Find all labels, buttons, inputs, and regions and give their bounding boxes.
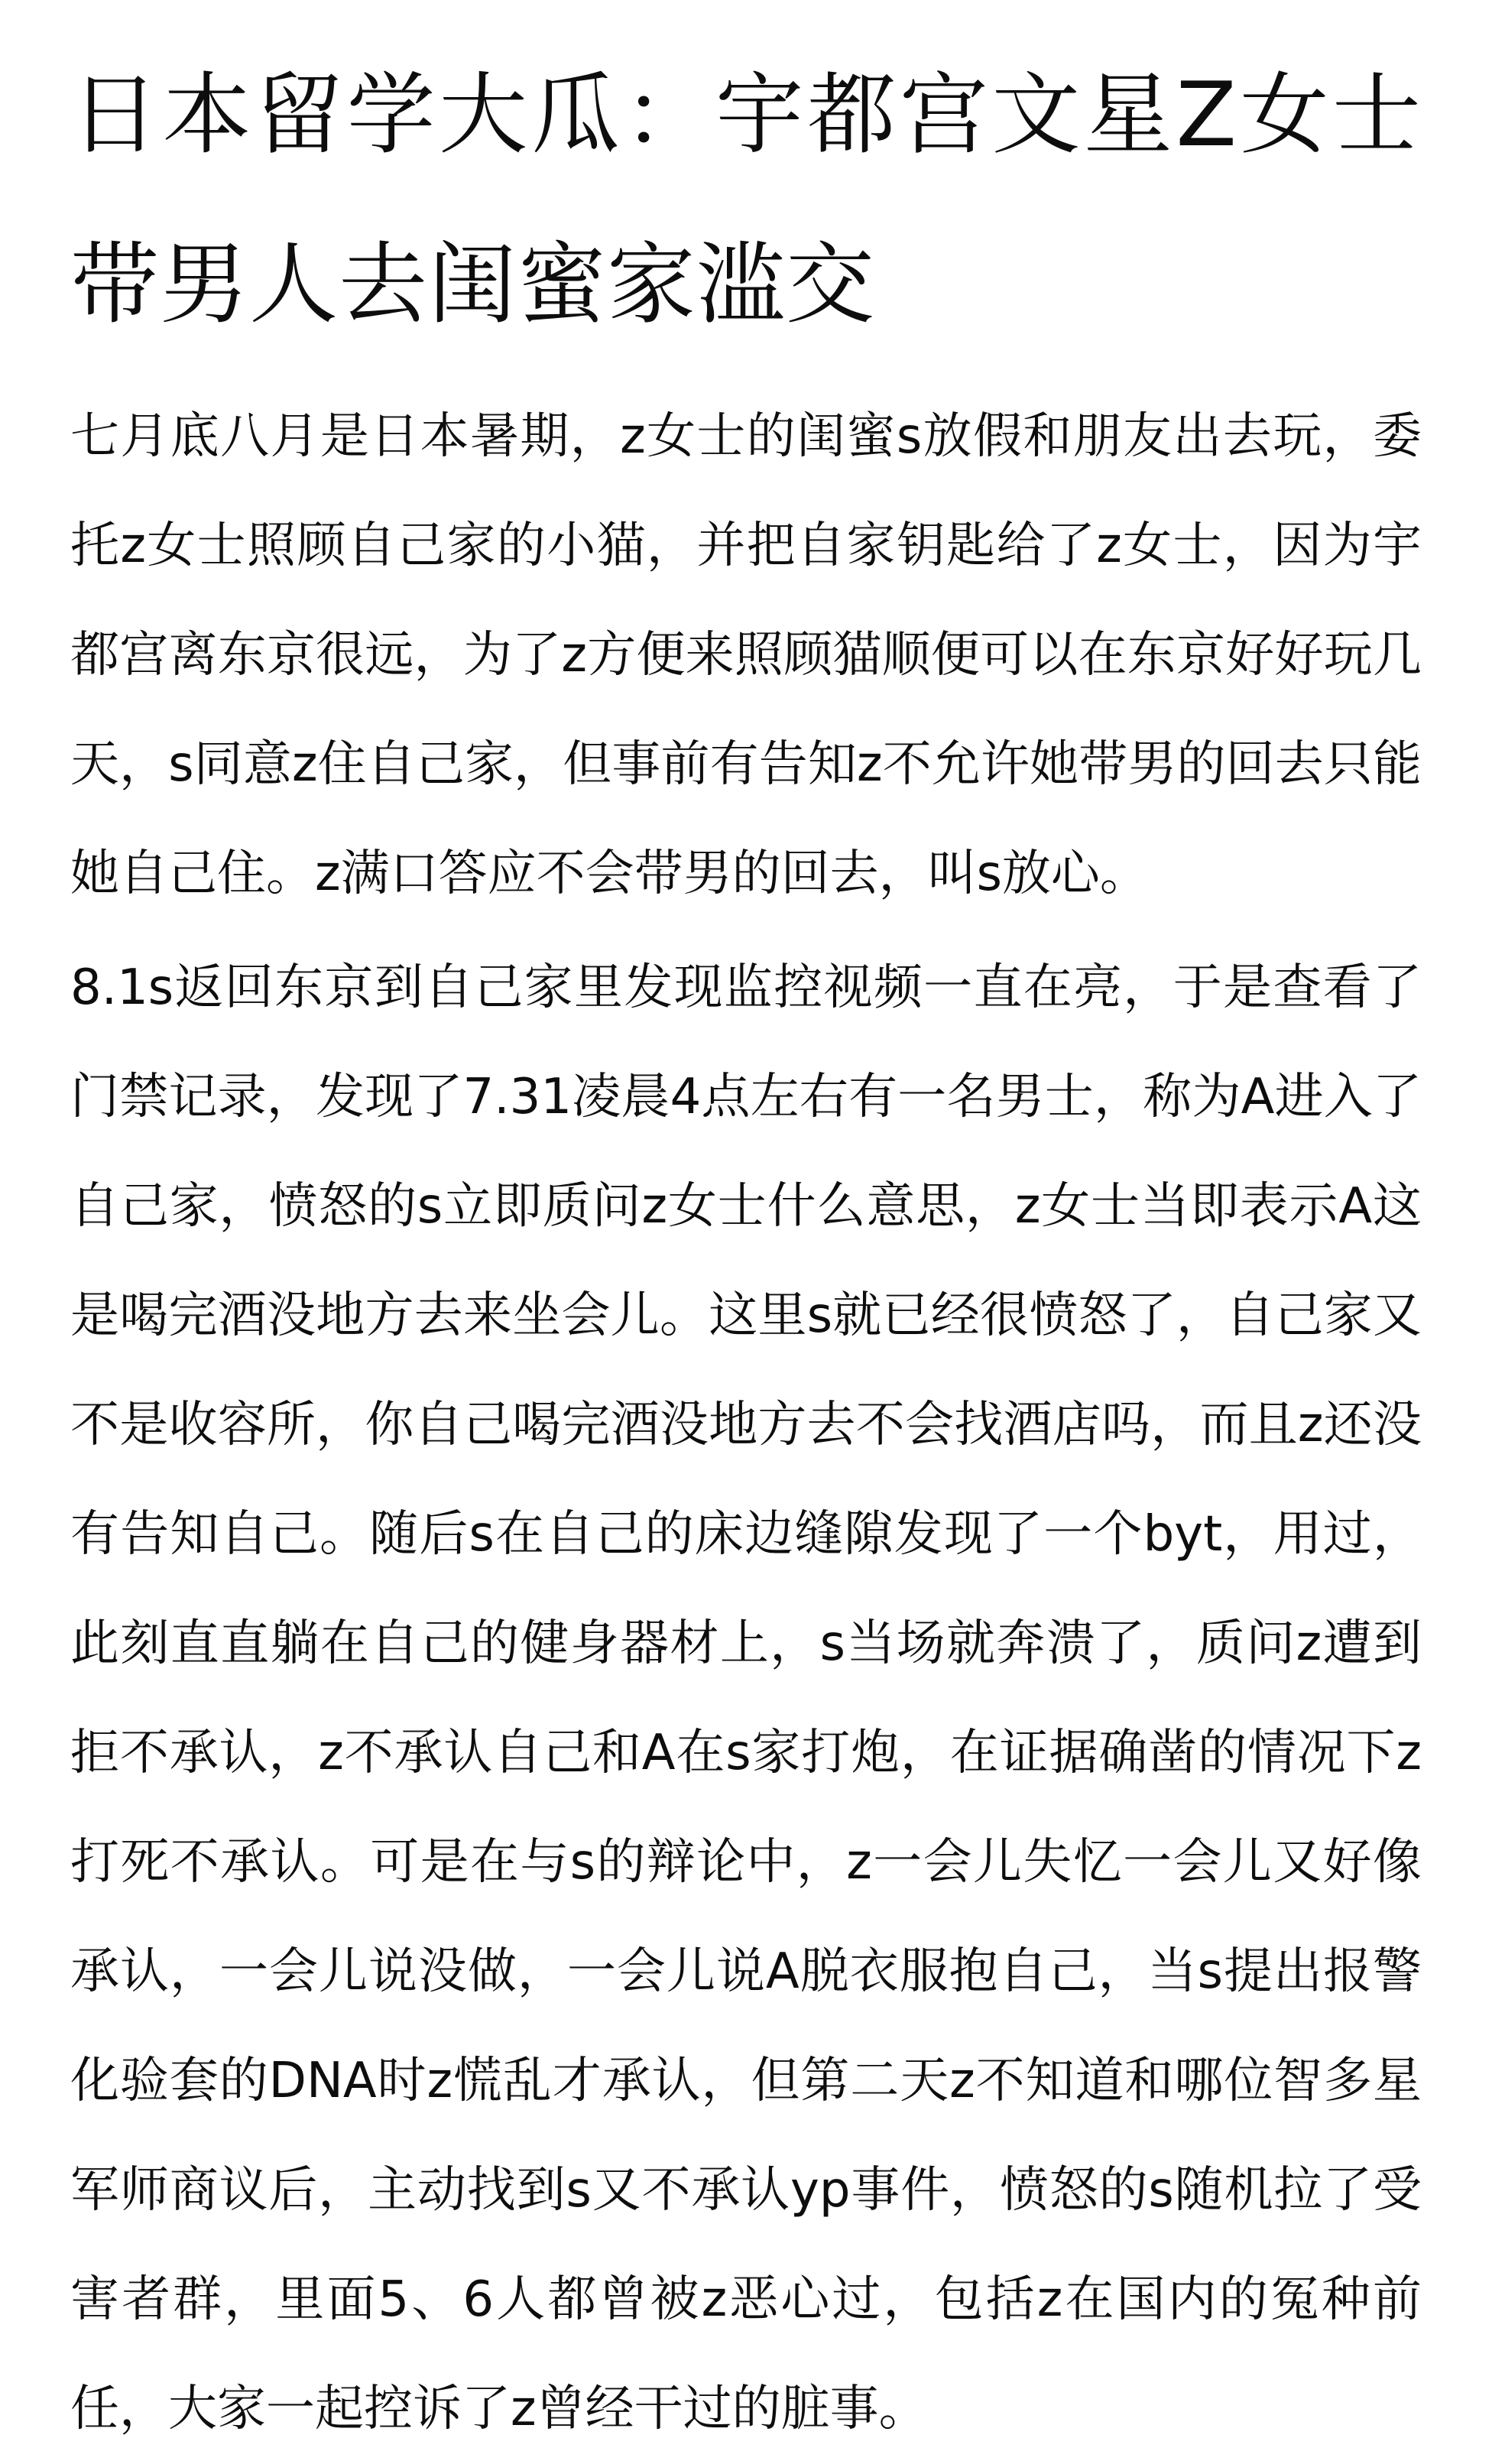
paragraph-2: 8.1s返回东京到自己家里发现监控视频一直在亮，于是查看了门禁记录，发现了7.31凌晨4点左右有一名男士，称为A进入了自己家，愤怒的s立即质问z女士什么意思，z女士当即表示A这是喝完酒没地方去来坐会儿。这里s就已经很愤怒了，自己家又不是收容所，你自己喝完酒没地方去不会找酒店吗，而且z还没有告知自己。随后s在自己的床边缝隙发现了一个byt，用过，此刻直直躺在自己的健身器材上，s当场就奔溃了，质问z遭到拒不承认，z不承认自己和A在s家打炮，在证据确凿的情况下z打死不承认。可是在与s的辩论中，z一会儿失忆一会儿又好像承认，一会儿说没做，一会儿说A脱衣服抱自己，当s提出报警化验套的DNA时z慌乱才承认，但第二天z不知道和哪位智多星军师商议后，主动找到s又不承认yp事件，愤怒的s随机拉了受害者群，里面5、6人都曾被z恶心过，包括z在国内的冤种前任，大家一起控诉了z曾经干过的脏事。 [70, 959, 1422, 2437]
paragraph-1: 七月底八月是日本暑期，z女士的闺蜜s放假和朋友出去玩，委托z女士照顾自己家的小猫，并把自家钥匙给了z女士，因为宇都宫离东京很远，为了z方便来照顾猫顺便可以在东京好好玩几天，s同意z住自己家，但事前有告知z不允许她带男的回去只能她自己住。z满口答应不会带男的回去，叫s放心。 [70, 408, 1422, 902]
article-title: 日本留学大瓜：宇都宫文星Z女士 带男人去闺蜜家滥交 [70, 63, 1422, 336]
